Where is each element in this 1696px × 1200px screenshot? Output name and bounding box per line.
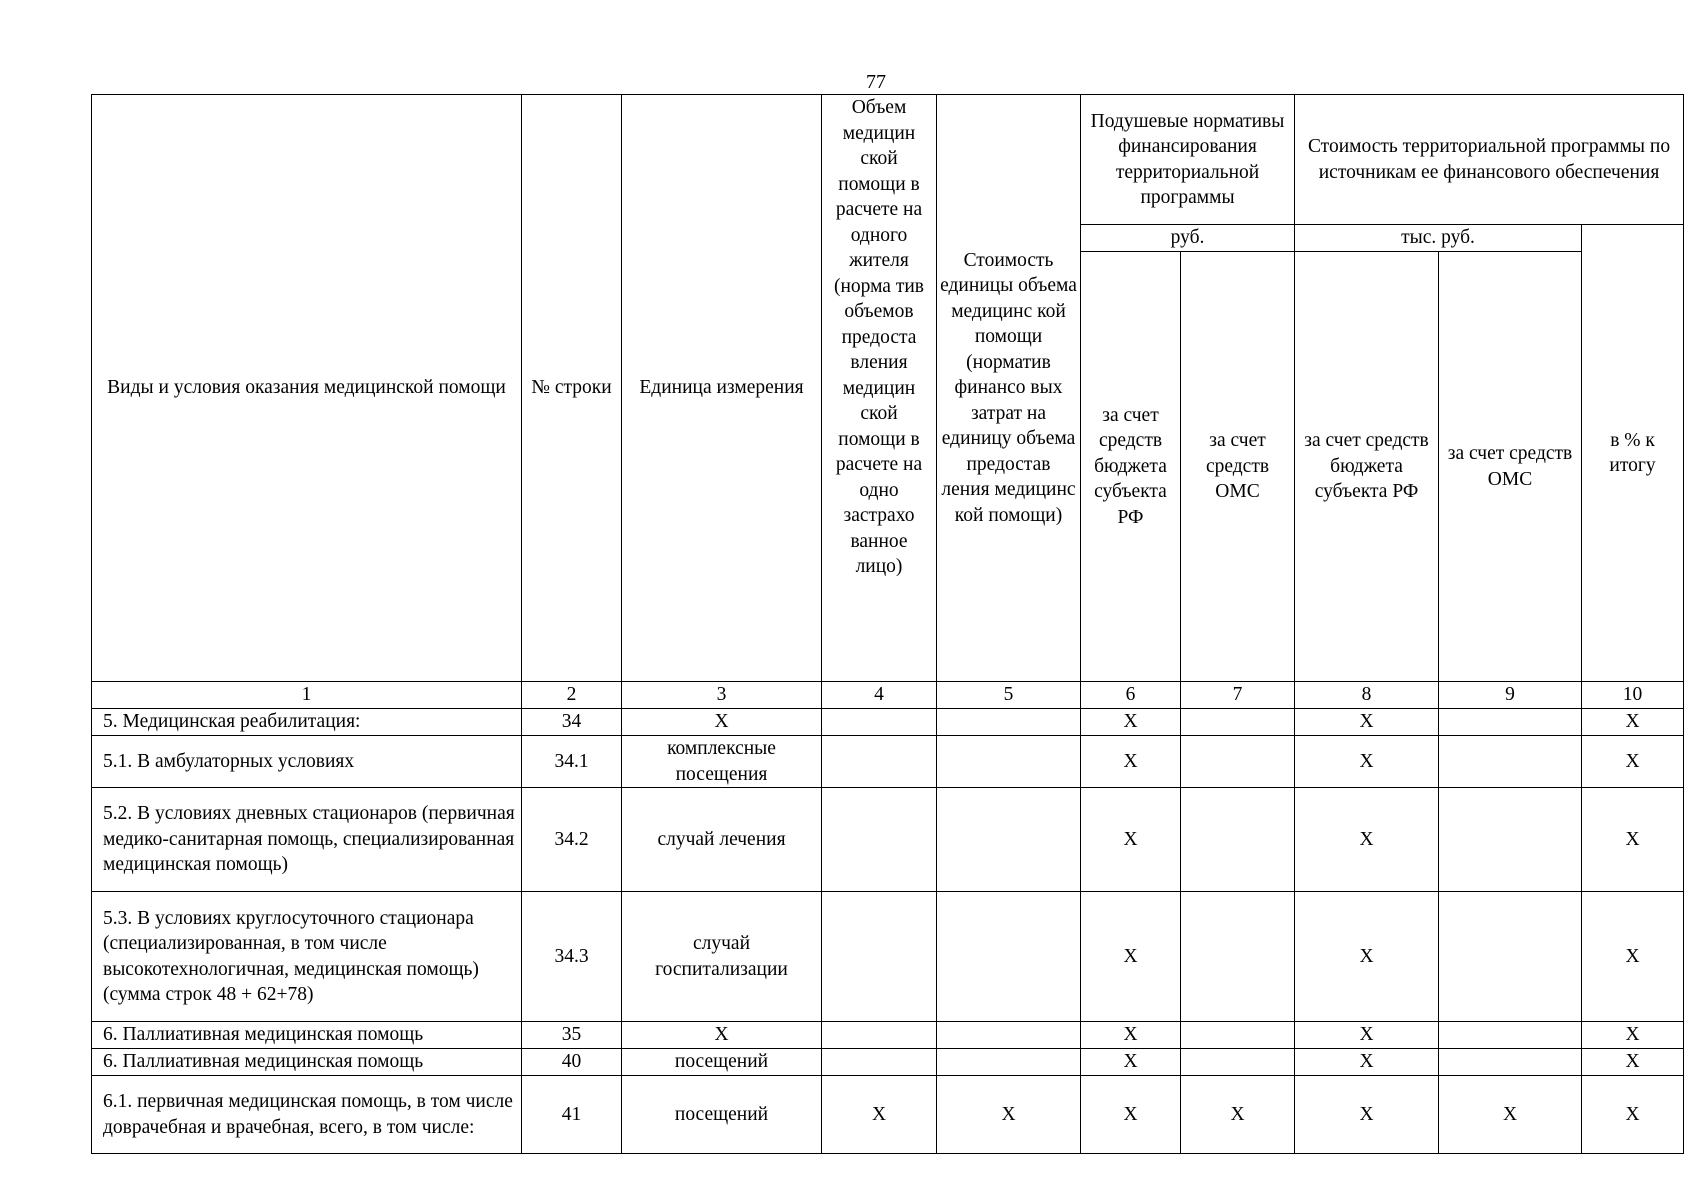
header-cost-oms: за счет средств ОМС <box>1439 252 1582 682</box>
page-number: 77 <box>866 71 886 93</box>
row-cell: Х <box>937 1076 1081 1154</box>
row-title-note: (сумма строк 48 + 62+78) <box>103 984 314 1005</box>
row-cell: Х <box>1295 788 1439 892</box>
column-number: 2 <box>522 682 622 709</box>
column-numbers-row <box>92 682 1684 709</box>
row-cell: Х <box>1295 892 1439 1022</box>
row-cell: Х <box>1081 736 1181 788</box>
table-row <box>92 1022 1684 1049</box>
row-cell: Х <box>1081 1076 1181 1154</box>
row-cell <box>1181 788 1295 892</box>
row-cell <box>937 709 1081 736</box>
header-cost-budget: за счет средств бюджета субъекта РФ <box>1295 252 1439 682</box>
row-unit: комплексные посещения <box>622 736 822 788</box>
row-cell: Х <box>1295 1049 1439 1076</box>
row-cell <box>1181 736 1295 788</box>
row-title: 6.1. первичная медицинская помощь, в том числе доврачебная и врачебная, всего, в том числе: <box>92 1076 522 1154</box>
header-volume: Объем медицин ской помощи в расчете на одного жителя (норма тив объемов предоста вления медицин ской помощи в расчете на одно застрахо ванное лицо) <box>822 95 937 682</box>
row-cell: Х <box>1582 1022 1684 1049</box>
column-number: 1 <box>92 682 522 709</box>
row-cell <box>937 1049 1081 1076</box>
row-title-text: 5.3. В условиях круглосуточного стационара (специализированная, в том числе высокотехнологичная, медицинская помощь) <box>103 907 479 980</box>
column-number: 3 <box>622 682 822 709</box>
row-unit: Х <box>622 709 822 736</box>
row-cell <box>822 736 937 788</box>
row-number: 40 <box>522 1049 622 1076</box>
row-title: 5.2. В условиях дневных стационаров (первичная медико-санитарная помощь, специализированная медицинская помощь) <box>92 788 522 892</box>
header-row-number: № строки <box>522 95 622 682</box>
header-per-capita-unit: руб. <box>1081 225 1295 252</box>
row-cell <box>822 1022 937 1049</box>
budget-table <box>91 94 1684 1154</box>
row-title: 5. Медицинская реабилитация: <box>92 709 522 736</box>
row-cell <box>822 1049 937 1076</box>
row-number: 34 <box>522 709 622 736</box>
row-cell: Х <box>1295 736 1439 788</box>
row-number: 34.3 <box>522 892 622 1022</box>
header-per-capita-budget: за счет средств бюджета субъекта РФ <box>1081 252 1181 682</box>
row-cell: Х <box>1582 1076 1684 1154</box>
row-unit: посещений <box>622 1049 822 1076</box>
row-number: 34.1 <box>522 736 622 788</box>
row-cell: Х <box>1439 1076 1582 1154</box>
row-cell: Х <box>1582 709 1684 736</box>
row-unit: случай госпитализации <box>622 892 822 1022</box>
table-row <box>92 892 1684 1022</box>
row-cell: Х <box>1081 892 1181 1022</box>
column-number: 5 <box>937 682 1081 709</box>
table-row <box>92 709 1684 736</box>
header-unit: Единица измерения <box>622 95 822 682</box>
row-cell <box>1181 892 1295 1022</box>
row-cell: Х <box>1295 709 1439 736</box>
row-cell: Х <box>1295 1022 1439 1049</box>
table-row <box>92 1076 1684 1154</box>
column-number: 4 <box>822 682 937 709</box>
row-title <box>92 892 522 1022</box>
column-number: 6 <box>1081 682 1181 709</box>
row-cell: Х <box>1582 788 1684 892</box>
row-unit: посещений <box>622 1076 822 1154</box>
row-cell <box>822 709 937 736</box>
row-title: 6. Паллиативная медицинская помощь <box>92 1049 522 1076</box>
row-cell <box>1439 736 1582 788</box>
row-cell <box>1181 1049 1295 1076</box>
row-cell <box>1439 709 1582 736</box>
row-cell <box>937 892 1081 1022</box>
row-cell: Х <box>1081 709 1181 736</box>
header-unit-cost: Стоимость единицы объема медицинс кой помощи (норматив финансо вых затрат на единицу объема предостав ления медицинс кой помощи) <box>937 95 1081 682</box>
column-number: 7 <box>1181 682 1295 709</box>
row-cell <box>1439 788 1582 892</box>
row-cell: Х <box>1582 736 1684 788</box>
row-title: 5.1. В амбулаторных условиях <box>92 736 522 788</box>
column-number: 8 <box>1295 682 1439 709</box>
row-number: 34.2 <box>522 788 622 892</box>
header-row <box>92 95 1684 225</box>
row-cell <box>1439 1022 1582 1049</box>
row-cell: Х <box>1081 1049 1181 1076</box>
row-cell: Х <box>1181 1076 1295 1154</box>
header-per-capita-oms: за счет средств ОМС <box>1181 252 1295 682</box>
table-row <box>92 788 1684 892</box>
row-title: 6. Паллиативная медицинская помощь <box>92 1022 522 1049</box>
row-cell <box>1439 892 1582 1022</box>
header-kinds: Виды и условия оказания медицинской помощи <box>92 95 522 682</box>
header-cost-group: Стоимость территориальной программы по источникам ее финансового обеспечения <box>1295 95 1684 225</box>
header-cost-unit: тыс. руб. <box>1295 225 1582 252</box>
header-percent: в % к итогу <box>1582 225 1684 682</box>
row-cell <box>822 788 937 892</box>
row-cell <box>937 1022 1081 1049</box>
column-number: 9 <box>1439 682 1582 709</box>
row-unit: Х <box>622 1022 822 1049</box>
row-cell <box>937 788 1081 892</box>
row-cell <box>822 892 937 1022</box>
table-row <box>92 1049 1684 1076</box>
row-number: 35 <box>522 1022 622 1049</box>
row-cell: Х <box>1081 1022 1181 1049</box>
row-cell <box>1181 709 1295 736</box>
row-cell: Х <box>822 1076 937 1154</box>
row-cell: Х <box>1081 788 1181 892</box>
row-cell <box>1439 1049 1582 1076</box>
row-cell: Х <box>1582 1049 1684 1076</box>
row-cell: Х <box>1582 892 1684 1022</box>
row-cell <box>937 736 1081 788</box>
header-per-capita-group: Подушевые нормативы финансирования территориальной программы <box>1081 95 1295 225</box>
table-row <box>92 736 1684 788</box>
row-cell: Х <box>1295 1076 1439 1154</box>
column-number: 10 <box>1582 682 1684 709</box>
row-cell <box>1181 1022 1295 1049</box>
row-number: 41 <box>522 1076 622 1154</box>
row-unit: случай лечения <box>622 788 822 892</box>
